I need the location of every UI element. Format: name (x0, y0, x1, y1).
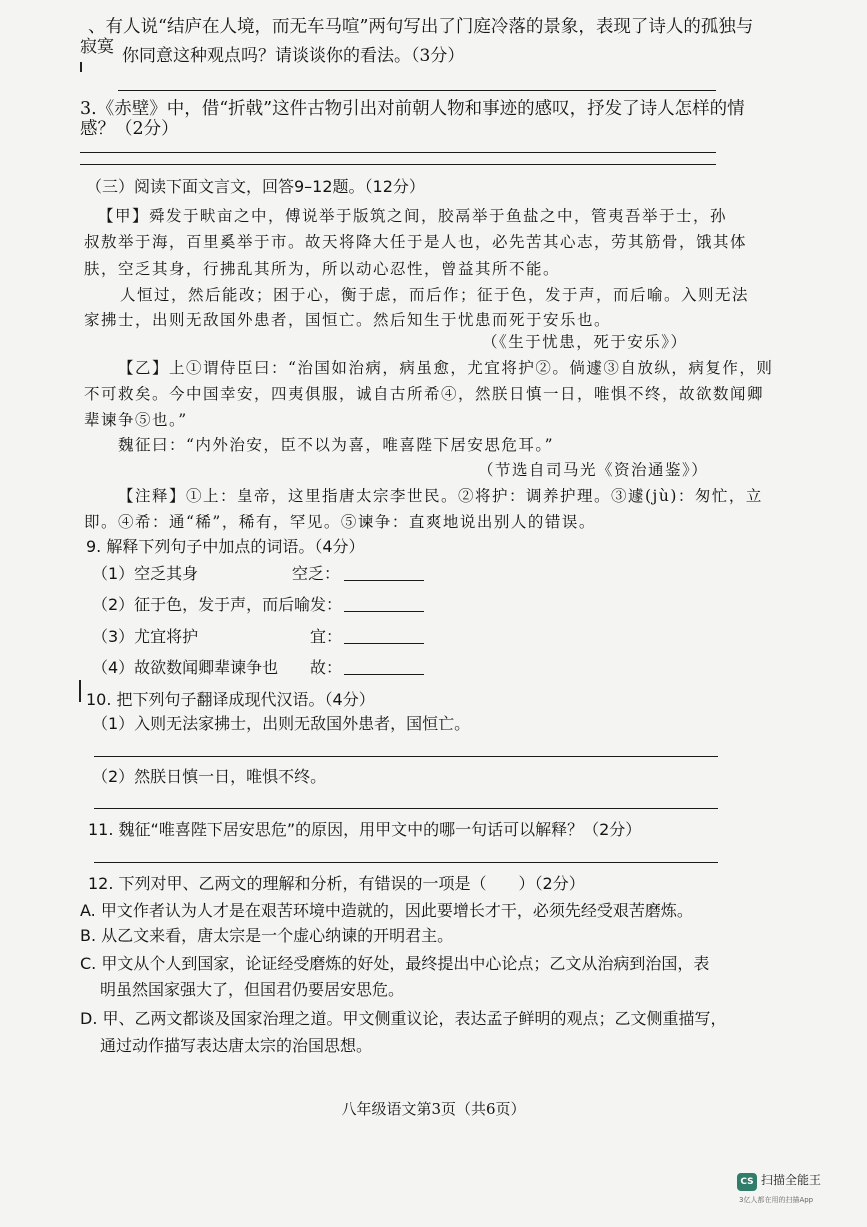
page-footer: 八年级语文第3页（共6页） (341, 1100, 526, 1118)
q8-answer-line-1 (80, 152, 716, 153)
q8-answer-line-2 (80, 164, 716, 165)
q9-item-2: （2）征于色，发于声，而后喻 (92, 595, 311, 614)
yi-line-3: 辈谏争⑤也。” (84, 411, 188, 429)
q10-sentence-1: （1）入则无法家拂士，出则无敌国外患者，国恒亡。 (92, 714, 471, 733)
q7-line1: 、有人说“结庐在人境，而无车马喧”两句写出了门庭冷落的景象，表现了诗人的孤独与 (88, 17, 754, 37)
q11-answer-line[interactable] (94, 862, 718, 863)
q9-title: 9. 解释下列句子中加点的词语。（4分） (86, 537, 365, 556)
yi-line-4: 魏征曰：“内外治安，臣不以为喜，唯喜陛下居安思危耳。” (118, 436, 555, 454)
camscanner-brand: 扫描全能王 (761, 1173, 822, 1187)
jia-line-3: 肤，空乏其身，行拂乱其所为，所以动心忍性，曾益其所不能。 (84, 260, 561, 278)
jia-source: （《生于忧患，死于安乐》） (482, 333, 688, 351)
q11-title: 11. 魏征“唯喜陛下居安思危”的原因，用甲文中的哪一句话可以解释？（2分） (88, 820, 642, 839)
q9-item-1-word: 空乏： (292, 564, 341, 583)
q9-blank-4[interactable] (344, 674, 424, 675)
q12-title: 12. 下列对甲、乙两文的理解和分析，有错误的一项是（ ）（2分） (88, 874, 585, 893)
q12-option-d-line1: D. 甲、乙两文都谈及国家治理之道。甲文侧重议论，表达孟子鲜明的观点；乙文侧重描写， (80, 1009, 727, 1028)
q12-option-a: A. 甲文作者认为人才是在艰苦环境中造就的，因此要增长才干，必须先经受艰苦磨炼。 (80, 901, 693, 920)
q10-answer-line-2[interactable] (94, 808, 718, 809)
section3-header: （三）阅读下面文言文，回答9–12题。（12分） (86, 177, 425, 196)
scan-mark (80, 62, 82, 72)
q10-sentence-2: （2）然朕日慎一日，唯惧不终。 (92, 767, 327, 786)
q9-item-2-word: 发： (310, 595, 343, 614)
q9-blank-2[interactable] (344, 611, 424, 612)
yi-source: （节选自司马光《资治通鉴》） (478, 461, 709, 479)
q12-option-b: B. 从乙文来看，唐太宗是一个虚心纳谏的开明君主。 (80, 926, 454, 945)
q8-line1: 3.《赤壁》中，借“折戟”这件古物引出对前朝人物和事迹的感叹，抒发了诗人怎样的情 (80, 99, 745, 119)
q8-line2: 感？（2分） (80, 119, 179, 139)
notes-line-1: 【注释】①上：皇帝，这里指唐太宗李世民。②将护：调养护理。③遽(jù)：匆忙，立 (118, 487, 763, 505)
q9-blank-3[interactable] (344, 643, 424, 644)
q9-item-1: （1）空乏其身 (92, 564, 199, 583)
yi-line-2: 不可救矣。今中国幸安，四夷俱服，诚自古所希④，然朕日慎一日，唯惧不终，故欲数闻卿 (84, 385, 765, 403)
q9-item-3: （3）尤宜将护 (92, 627, 199, 646)
q9-item-4: （4）故欲数闻卿辈谏争也 (92, 658, 279, 677)
jia-line-4: 人恒过，然后能改；困于心，衡于虑，而后作；征于色，发于声，而后喻。入则无法 (120, 286, 750, 304)
q9-blank-1[interactable] (344, 580, 424, 581)
q7-answer-line (118, 90, 716, 91)
camscanner-tagline: 3亿人都在用的扫描App (739, 1196, 814, 1204)
q10-answer-line-1[interactable] (94, 756, 718, 757)
notes-line-2: 即。④希：通“稀”，稀有，罕见。⑤谏争：直爽地说出别人的错误。 (84, 513, 596, 531)
yi-line-1: 【乙】上①谓侍臣曰：“治国如治病，病虽愈，尤宜将护②。倘遽③自放纵，病复作，则 (118, 359, 774, 377)
q12-option-c-line2: 明虽然国家强大了，但国君仍要居安思危。 (100, 980, 405, 999)
q7-margin-text: 寂寞 (80, 37, 114, 57)
camscanner-logo-icon: CS (737, 1173, 757, 1191)
q9-item-3-word: 宜： (310, 627, 343, 646)
scan-mark (79, 680, 81, 702)
jia-line-5: 家拂士，出则无敌国外患者，国恒亡。然后知生于忧患而死于安乐也。 (84, 311, 612, 329)
q12-option-d-line2: 通过动作描写表达唐太宗的治国思想。 (100, 1036, 373, 1055)
q9-item-4-word: 故： (310, 658, 343, 677)
q10-title: 10. 把下列句子翻译成现代汉语。（4分） (86, 690, 375, 709)
jia-line-2: 叔敖举于海，百里奚举于市。故天将降大任于是人也，必先苦其心志，劳其筋骨，饿其体 (84, 233, 748, 251)
q12-option-c-line1: C. 甲文从个人到国家，论证经受磨炼的好处，最终提出中心论点；乙文从治病到治国，表 (80, 954, 710, 973)
jia-line-1: 【甲】舜发于畎亩之中，傅说举于版筑之间，胶鬲举于鱼盐之中，管夷吾举于士，孙 (98, 207, 728, 225)
q7-line2: 你同意这种观点吗？请谈谈你的看法。（3分） (122, 46, 465, 66)
